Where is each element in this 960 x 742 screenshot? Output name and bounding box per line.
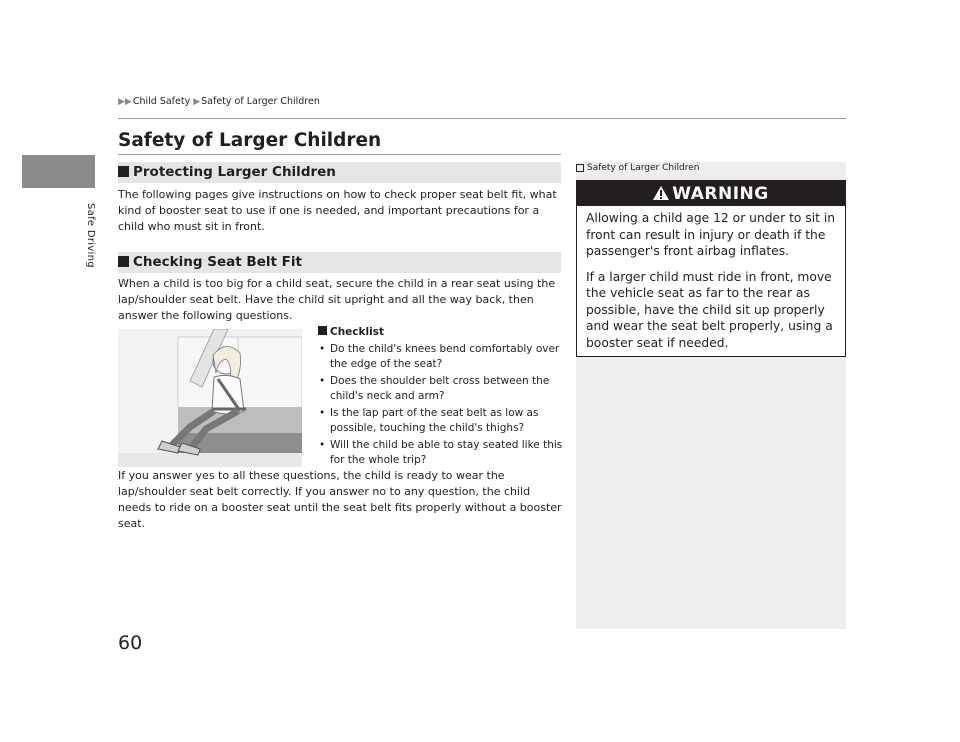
bullet-icon: •: [319, 438, 326, 451]
checklist-item: [318, 406, 566, 437]
breadcrumb-item-child-safety[interactable]: Child Safety: [132, 96, 191, 107]
checking-intro-paragraph: When a child is too big for a child seat, secure the child in a rear seat using the lap/shoulder seat belt. Have the child sit upright and all the way back, then answer the following questions.: [118, 277, 556, 322]
chapter-tab: [22, 155, 95, 188]
warning-header: [577, 181, 845, 206]
page-title: Safety of Larger Children: [118, 130, 382, 151]
checklist-item: [318, 342, 566, 373]
sidebar-reference-title: [576, 163, 700, 173]
checking-outro-paragraph: If you answer yes to all these questions, the child is ready to wear the lap/shoulder seat belt correctly. If you answer no to any question, the child needs to ride on a booster seat until the seat belt fits properly without a booster seat.: [118, 469, 562, 530]
chapter-label: Safe Driving: [85, 203, 96, 268]
checklist: [318, 325, 566, 470]
checklist-item-text: Do the child's knees bend comfortably over the edge of the seat?: [330, 342, 560, 370]
section-square-icon: [118, 256, 129, 267]
title-divider: [118, 154, 561, 155]
sidebar-reference-text: Safety of Larger Children: [587, 163, 700, 173]
warning-paragraph: If a larger child must ride in front, move the vehicle seat as far to the rear as possible, have the child sit up properly and wear the seat belt properly, using a booster seat if needed.: [586, 269, 833, 350]
checklist-item: [318, 438, 566, 469]
reference-marker-icon: [576, 164, 584, 172]
header-divider: [118, 118, 846, 119]
checklist-title-text: Checklist: [330, 326, 384, 338]
checklist-title: [318, 325, 566, 341]
warning-triangle-icon: [653, 182, 669, 208]
breadcrumb-item-current: Safety of Larger Children: [201, 96, 320, 107]
warning-box: [576, 180, 846, 357]
breadcrumb-arrow-icon: ▶▶: [118, 96, 132, 107]
checklist-item-text: Is the lap part of the seat belt as low as possible, touching the child's thighs?: [330, 406, 539, 434]
checklist-item-text: Does the shoulder belt cross between the child's neck and arm?: [330, 374, 550, 402]
section-heading-checking: [118, 252, 561, 273]
section-heading-protecting: [118, 162, 561, 183]
section-square-icon: [118, 166, 129, 177]
bullet-icon: •: [319, 342, 326, 355]
checklist-item: [318, 374, 566, 405]
warning-text: [577, 206, 845, 351]
section-heading-text: Protecting Larger Children: [133, 164, 336, 180]
bullet-icon: •: [319, 374, 326, 387]
checklist-item-text: Will the child be able to stay seated like this for the whole trip?: [330, 438, 563, 466]
breadcrumb: [118, 96, 323, 107]
warning-paragraph: Allowing a child age 12 or under to sit in front can result in injury or death if the passenger's front airbag inflates.: [586, 211, 836, 258]
breadcrumb-arrow-icon: ▶: [193, 96, 201, 107]
bullet-icon: •: [319, 406, 326, 419]
warning-label: WARNING: [672, 184, 769, 204]
section-heading-text: Checking Seat Belt Fit: [133, 254, 302, 270]
child-seat-belt-illustration: [118, 329, 302, 467]
protecting-paragraph: The following pages give instructions on how to check proper seat belt fit, what kind of booster seat to use if one is needed, and important precautions for a child who must sit in front.: [118, 188, 557, 233]
checklist-square-icon: [318, 326, 327, 335]
page-number: 60: [118, 632, 143, 654]
